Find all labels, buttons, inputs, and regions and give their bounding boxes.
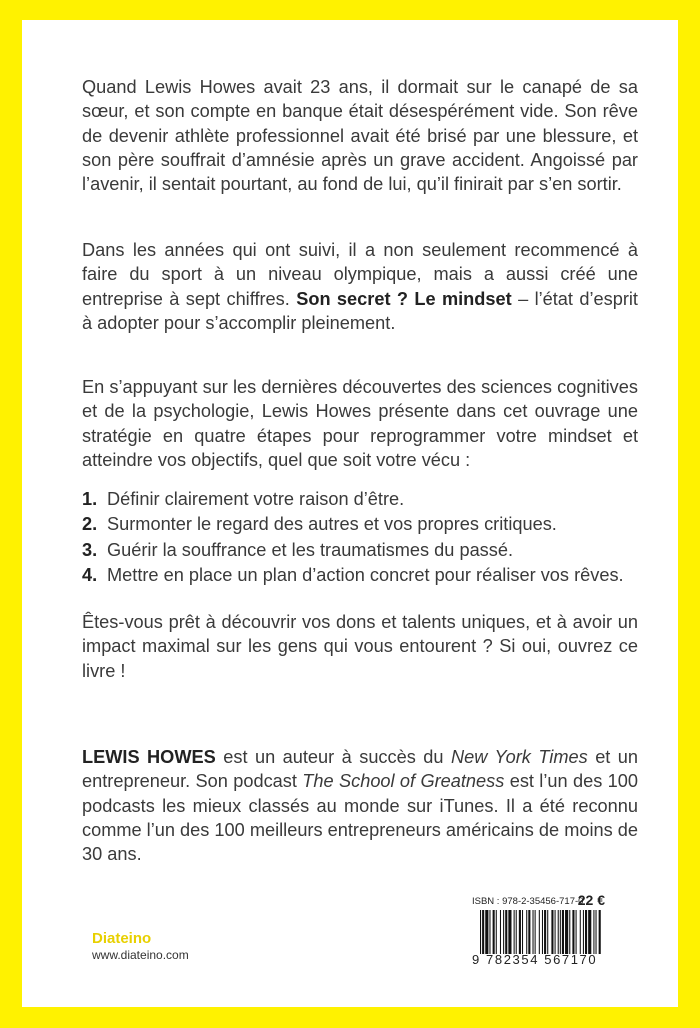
author-name: LEWIS HOWES (82, 747, 216, 767)
barcode-bar (489, 910, 490, 954)
podcast-title: The School of Greatness (302, 771, 505, 792)
barcode-bar (562, 910, 564, 954)
barcode-bar (555, 910, 556, 954)
barcode-bar (533, 910, 534, 954)
barcode-bar (522, 910, 523, 954)
back-cover-page (22, 20, 678, 1007)
barcode-bar (526, 910, 527, 954)
barcode-bar (558, 910, 559, 954)
step-number: 4. (82, 564, 98, 585)
barcode-bar (485, 910, 488, 954)
paragraph-2-text-a: Dans les années qui ont suivi, il a non seulement recommencé à faire du sport à un niveau olympique, mais a aussi créé une entreprise à sept chiffres. (82, 240, 638, 309)
barcode-bar (560, 910, 561, 954)
isbn-barcode-block (472, 890, 607, 972)
steps-list (82, 487, 638, 588)
barcode-bar (516, 910, 517, 954)
author-bio: LEWIS HOWES est un auteur à succès du New York Times et un entrepreneur. Son podcast The School of Greatness est l’un des 100 podcasts les mieux classés au monde sur iTunes. Il a été reconnu comme l’un des 100 meilleurs entrepreneurs américains de moins de 30 ans. (82, 747, 639, 865)
list-item (82, 563, 638, 588)
barcode-bar (503, 910, 504, 954)
mindset-highlight: Son secret ? Le mindset (296, 288, 512, 309)
list-item (82, 512, 638, 537)
step-text: Définir clairement votre raison d’être. (107, 489, 405, 509)
list-item (82, 487, 638, 512)
barcode-bar (500, 910, 501, 954)
step-text: Mettre en place un plan d’action concret pour réaliser vos rêves. (107, 564, 624, 585)
barcode-bar (544, 910, 546, 954)
barcode-bar (482, 910, 484, 954)
barcode-bar (493, 910, 495, 954)
barcode-bar (580, 910, 581, 954)
barcode-bar (593, 910, 594, 954)
isbn-label: ISBN : 978-2-35456-717-0 (472, 896, 584, 907)
paragraph-2-text-b: – l’état d’esprit à adopter pour s’accomplir pleinement. (82, 288, 638, 333)
summary-paragraph-3: En s’appuyant sur les dernières découvertes des sciences cognitives et de la psychologie, Lewis Howes présente dans cet ouvrage une stratégie en quatre étapes pour reprogrammer votre mindset et atteindre vos objectifs, quel que soit votre vécu : (82, 377, 638, 470)
barcode-bar (480, 910, 481, 954)
step-text: Guérir la souffrance et les traumatismes du passé. (107, 539, 514, 560)
barcode-bar (547, 910, 548, 954)
barcode-bar (539, 910, 540, 954)
barcode-bar (528, 910, 530, 954)
summary-paragraph-1: Quand Lewis Howes avait 23 ans, il dormait sur le canapé de sa sœur, et son compte en banque était désespérément vide. Son rêve de devenir athlète professionnel avait été brisé par une blessure, et son père souffrait d’amnésie après un grave accident. Angoissé par l’avenir, il sentait pourtant, au fond de lui, qu’il finirait par s’en sortir. (82, 77, 638, 195)
barcode-bar (599, 910, 601, 954)
barcode-bar (496, 910, 497, 954)
barcode-bar (551, 910, 553, 954)
barcode-bar (585, 910, 587, 954)
barcode-digits: 9 782354 567170 (472, 952, 598, 967)
barcode-bar (569, 910, 570, 954)
barcode-bar (588, 910, 591, 954)
barcode-bar (596, 910, 597, 954)
publisher-logo: Diateino (92, 930, 152, 947)
publisher-website: www.diateino.com (92, 948, 189, 962)
barcode-bar (505, 910, 507, 954)
nyt-title: New York Times (451, 747, 588, 767)
step-number: 2. (82, 514, 98, 535)
price: 22 € (577, 892, 605, 908)
barcode-bar (514, 910, 515, 954)
summary-paragraph-2 (82, 238, 638, 335)
barcode-bar (519, 910, 521, 954)
list-item (82, 538, 638, 563)
barcode-image (472, 910, 607, 954)
barcode-bar (576, 910, 577, 954)
summary-paragraph-4: Êtes-vous prêt à découvrir vos dons et talents uniques, et à avoir un impact maximal sur les gens qui vous entourent ? Si oui, ouvrez ce livre ! (82, 612, 638, 681)
step-number: 1. (82, 489, 98, 509)
barcode-bar (535, 910, 536, 954)
barcode-bar (572, 910, 574, 954)
step-text: Surmonter le regard des autres et vos propres critiques. (107, 514, 557, 535)
barcode-bar (583, 910, 584, 954)
barcode-bar (565, 910, 568, 954)
barcode-bar (542, 910, 543, 954)
barcode-bar (508, 910, 511, 954)
step-number: 3. (82, 539, 98, 560)
